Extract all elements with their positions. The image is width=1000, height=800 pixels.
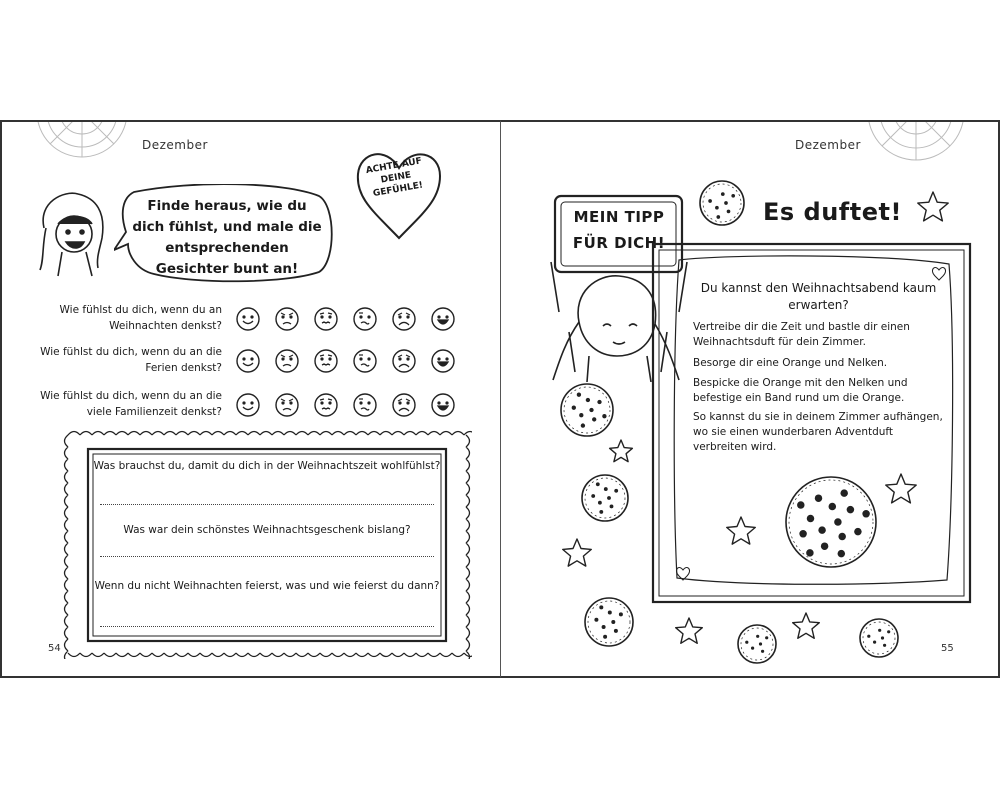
feeling-row-christmas [32,302,472,342]
star-icon [727,517,756,544]
month-label: Dezember [142,138,208,152]
orange-icon [585,598,633,646]
box-question-2: Was war dein schönstes Weihnachtsgeschenk bislang? [123,524,411,536]
tip-sign-text: MEIN TIPP FÜR DICH! [572,208,666,252]
orange-icon [700,181,744,225]
sad-face-icon[interactable] [393,394,415,416]
feeling-row-family [32,388,472,428]
month-label: Dezember [795,138,861,152]
paragraph-2: Besorge dir eine Orange und Nelken. [693,357,888,369]
excited-face-icon[interactable] [432,350,454,372]
orange-icon [786,477,876,567]
sad-face-icon[interactable] [393,350,415,372]
star-icon [610,440,633,462]
worried-face-icon[interactable] [315,394,337,416]
subtitle: Du kannst den Weihnachtsabend kaum erwarten? [700,281,937,312]
worried-face-icon[interactable] [315,308,337,330]
angry-face-icon[interactable] [276,350,298,372]
speech-bubble-text: Finde heraus, wie du dich fühlst, und male die entsprechenden Gesichter bunt an! [132,198,322,277]
sad-face-icon[interactable] [393,308,415,330]
orange-icon [860,619,898,657]
angry-face-icon[interactable] [276,394,298,416]
paragraph-3: Bespicke die Orange mit den Nelken und befestige ein Band rund um die Orange. [693,377,908,404]
page-title: Es duftet! [763,198,902,226]
question-text: Wie fühlst du dich, wenn du an die viele Familienzeit denkst? [40,390,222,418]
heart-text: ACHTE AUF DEINE GEFÜHLE! [365,156,424,200]
right-page [500,120,1000,678]
orange-icon [561,384,613,436]
happy-face-icon[interactable] [237,308,259,330]
worried-face-icon[interactable] [315,350,337,372]
faces-row[interactable] [236,306,472,332]
angry-face-icon[interactable] [276,308,298,330]
star-icon [886,474,916,503]
excited-face-icon[interactable] [432,308,454,330]
decorations-layer [501,122,1000,678]
box-question-1: Was brauchst du, damit du dich in der Weihnachtszeit wohlfühlst? [93,460,441,472]
star-icon [918,192,948,221]
orange-icon [738,625,776,663]
orange-icon [582,475,628,521]
answer-line-3[interactable] [100,626,434,627]
question-text: Wie fühlst du dich, wenn du an die Ferien denkst? [40,346,222,374]
girl-drawing-icon [36,188,116,278]
page-number: 54 [48,643,61,654]
happy-face-icon[interactable] [237,394,259,416]
happy-face-icon[interactable] [237,350,259,372]
feeling-row-holidays [32,344,472,384]
box-question-3: Wenn du nicht Weihnachten feierst, was und wie feierst du dann? [94,580,440,592]
page-number: 55 [941,643,954,654]
answer-line-1[interactable] [100,504,434,505]
excited-face-icon[interactable] [432,394,454,416]
question-text: Wie fühlst du dich, wenn du an Weihnachten denkst? [59,304,222,332]
mandala-icon [32,120,132,162]
left-page [0,120,501,678]
star-icon [676,618,703,643]
faces-row[interactable] [236,392,472,418]
star-icon [793,613,820,638]
paragraph-1: Vertreibe dir die Zeit und bastle dir einen Weihnachtsduft für dein Zimmer. [693,321,910,348]
faces-row[interactable] [236,348,472,374]
answer-line-2[interactable] [100,556,434,557]
confused-face-icon[interactable] [354,308,376,330]
star-icon [563,539,592,566]
confused-face-icon[interactable] [354,394,376,416]
confused-face-icon[interactable] [354,350,376,372]
paragraph-4: So kannst du sie in deinem Zimmer aufhängen, wo sie einen wunderbaren Adventduft verbreiten wird. [693,411,943,453]
